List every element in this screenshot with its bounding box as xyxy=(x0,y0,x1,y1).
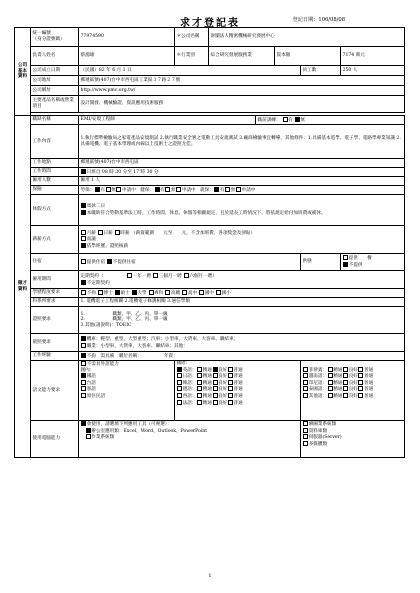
professional-license-checkbox[interactable] xyxy=(81,343,86,348)
spanish-good[interactable] xyxy=(213,393,218,398)
other-language-basic-text: 普通 xyxy=(364,393,374,399)
labor-insurance-no[interactable] xyxy=(106,187,111,192)
spanish-good-text: 良好 xyxy=(218,393,228,399)
rate-by-qualification-checkbox[interactable] xyxy=(81,243,86,248)
owner-name-value[interactable]: 蔡鴻雄 xyxy=(79,47,175,66)
certificates-label: 證照要求 xyxy=(31,307,79,334)
indonesian-text: 印尼語 xyxy=(308,380,323,386)
majors-value[interactable]: 1. 電機電子工程相關 2.電機電子修護相關 3.通信學類 xyxy=(79,298,405,307)
daily-pay-text: 日薪 xyxy=(103,230,113,236)
form-title: 求才登記表 xyxy=(180,18,240,29)
employment-insurance-pending[interactable] xyxy=(236,187,241,192)
registration-date: 登記日期：106/08/08 xyxy=(292,17,345,23)
language-intl-right: 菲律賓： 精通 良好 普通 越南語： 精通 良好 普通 印尼語： 精通 良好 普通 泰國語： 精通 良好 普通 其他語： 精通 良好 普通 xyxy=(301,361,405,421)
permanent-checkbox[interactable] xyxy=(81,280,86,285)
three-month-text: 三個月一聘 xyxy=(158,273,182,279)
vietnamese-basic-text: 普通 xyxy=(364,374,374,380)
housing-not-provided-text: 不提供住宿 xyxy=(112,259,136,265)
vietnamese-good-text: 良好 xyxy=(348,374,358,380)
experience-value[interactable] xyxy=(79,352,405,361)
meals-not-provided-text: 不提供 xyxy=(348,263,363,268)
edu-junior-checkbox[interactable] xyxy=(199,290,204,295)
hourly-pay-text: 時薪 xyxy=(120,230,130,236)
pay-options xyxy=(79,226,405,254)
german-good[interactable] xyxy=(213,386,218,391)
products-label: 主要產品名稱或營業項目 xyxy=(31,96,79,113)
filipino-basic-text: 普通 xyxy=(364,367,374,373)
health-insurance-yes[interactable] xyxy=(155,187,160,192)
edu-master-text: 碩士 xyxy=(120,290,130,296)
hakka-checkbox[interactable] xyxy=(81,386,86,391)
spanish-basic-text: 普通 xyxy=(233,393,243,399)
graphics-text: 繪圖業系統類 xyxy=(308,422,337,427)
edu-highschool-checkbox[interactable] xyxy=(182,290,187,295)
japanese-expert[interactable] xyxy=(197,373,202,378)
headcount-value[interactable]: 僱用 1 人 xyxy=(79,177,405,186)
company-name-value[interactable]: 財團法人精密機械研究發展中心 xyxy=(209,28,405,47)
housing-label: 住宿 xyxy=(31,254,79,271)
filipino-text: 菲律賓 xyxy=(308,367,323,373)
filipino-expert[interactable] xyxy=(328,367,333,372)
indonesian-checkbox[interactable] xyxy=(303,380,308,385)
korean-checkbox[interactable] xyxy=(177,380,182,385)
filipino-basic[interactable] xyxy=(358,367,363,372)
multimedia-checkbox[interactable] xyxy=(303,441,308,446)
monthly-pay-checkbox[interactable] xyxy=(81,230,86,235)
employment-yes-text: 有 xyxy=(220,187,225,193)
edu-phd-checkbox[interactable] xyxy=(98,290,103,295)
experience-label: 工作經驗 xyxy=(31,352,79,361)
korean-expert[interactable] xyxy=(197,380,202,385)
education-label: 學歷程度要求 xyxy=(31,289,79,298)
negotiable-text: 面議 xyxy=(86,237,96,243)
other-language-basic[interactable] xyxy=(358,393,363,398)
filipino-good[interactable] xyxy=(343,367,348,372)
german-basic-text: 普通 xyxy=(233,387,243,393)
training-yes-label: 有 xyxy=(288,117,293,123)
german-expert[interactable] xyxy=(197,386,202,391)
spanish-checkbox[interactable] xyxy=(177,393,182,398)
products-value[interactable]: 設計開發、機械驗證、資訊應用技術服務 xyxy=(79,96,405,113)
health-insurance-no[interactable] xyxy=(165,187,170,192)
meals-provided-text: 提供 xyxy=(348,256,358,262)
edu-vocational-checkbox[interactable] xyxy=(165,290,170,295)
french-checkbox[interactable] xyxy=(177,400,182,405)
driving-options[interactable] xyxy=(79,334,405,352)
japanese-expert-text: 精通 xyxy=(202,374,212,380)
job-title-label: 職缺名稱 xyxy=(31,116,79,125)
experience-text: 不拘 需具備 職位名稱： 年資： xyxy=(86,353,178,359)
labor-insurance-pending[interactable] xyxy=(116,187,121,192)
office-apps-checkbox[interactable] xyxy=(86,428,91,433)
employees-value[interactable]: 250 人 xyxy=(341,66,405,76)
health-yes-text: 有 xyxy=(160,187,165,193)
duties-label: 工作內容 xyxy=(31,125,79,159)
address-value[interactable]: 郵遞區號(407)台中市西屯區工業區３７路２７號 xyxy=(79,76,405,86)
thai-basic[interactable] xyxy=(358,386,363,391)
server-checkbox[interactable] xyxy=(303,434,308,439)
taiwanese-text: 台語 xyxy=(86,380,96,386)
two-day-weekend-text: 周休二日 xyxy=(86,204,106,210)
domestic-label: 國內： xyxy=(80,367,95,373)
address-label: 公司地址 xyxy=(31,76,79,86)
unified-no-value[interactable]: 77974590 xyxy=(79,28,175,47)
os-checkbox[interactable] xyxy=(86,434,91,439)
edu-any-checkbox[interactable] xyxy=(81,290,86,295)
edu-bachelor-text: 大學 xyxy=(137,290,147,296)
location-label: 工作地點 xyxy=(31,159,79,168)
no-foreign-language-checkbox[interactable] xyxy=(81,361,86,366)
english-checkbox[interactable] xyxy=(177,367,182,372)
thai-basic-text: 普通 xyxy=(364,387,374,393)
one-year-text: 一年一聘 xyxy=(132,273,152,279)
language-intl-left: 國際： 英語： 精通 良好 普通 日語： 精通 良好 普通 韓語： 精通 良好 普通 德語： 精通 良好 普通 西語： 精通 良好 普通 法語： 精通 良好 普通 xyxy=(175,361,301,421)
french-text: 法語 xyxy=(182,400,192,406)
job-title-value[interactable]: EMI/安規工程師 xyxy=(79,116,256,125)
leave-label: 休假方式 xyxy=(31,195,79,226)
server-text: 伺服器(Server) xyxy=(308,435,342,441)
database-text: 資料庫類 xyxy=(308,428,328,434)
german-good-text: 良好 xyxy=(218,387,228,393)
established-value[interactable]: （民國）82 年 6 月 1 日 xyxy=(79,66,301,76)
meals-unit-text: 餐 xyxy=(367,256,372,262)
employment-insurance-yes[interactable] xyxy=(214,187,219,192)
japanese-checkbox[interactable] xyxy=(177,373,182,378)
job-registration-form xyxy=(14,27,405,458)
filipino-checkbox[interactable] xyxy=(303,367,308,372)
labor-insurance-label: 勞保： xyxy=(80,187,95,193)
japanese-text: 日語 xyxy=(182,374,192,380)
french-good[interactable] xyxy=(213,400,218,405)
capital-value[interactable]: 7174 萬元 xyxy=(341,47,405,66)
french-basic-text: 普通 xyxy=(233,400,243,406)
permanent-text: 不定期契約 xyxy=(86,280,110,286)
website-value[interactable]: http://www.pmc.org.tw/ xyxy=(79,86,405,96)
health-insurance-label: 健保： xyxy=(140,187,155,193)
insurance-label: 保險 xyxy=(31,186,79,195)
education-options xyxy=(79,289,405,298)
industry-value[interactable]: 綜合研究發展服務業 xyxy=(209,47,275,66)
korean-basic-text: 普通 xyxy=(233,380,243,386)
vietnamese-text: 越南語 xyxy=(308,374,323,380)
edu-college-checkbox[interactable] xyxy=(149,290,154,295)
six-month-checkbox[interactable] xyxy=(184,273,189,278)
french-expert-text: 精通 xyxy=(202,400,212,406)
thai-checkbox[interactable] xyxy=(303,386,308,391)
spanish-expert-text: 精通 xyxy=(202,393,212,399)
computer-intro-text: 會使用，請選填下列應用工具（可複選）： xyxy=(86,422,172,427)
driving-label: 駕照要求 xyxy=(31,334,79,352)
indonesian-basic-text: 普通 xyxy=(364,380,374,386)
english-expert-text: 精通 xyxy=(202,367,212,373)
thai-good-text: 良好 xyxy=(348,387,358,393)
vietnamese-expert[interactable] xyxy=(328,373,333,378)
language-domestic xyxy=(79,361,175,421)
hours-text: 日班自 08 時 30 分至 17 時 30 分 xyxy=(86,169,159,175)
os-text: 作業系統類 xyxy=(91,435,115,441)
housing-options xyxy=(79,254,301,271)
english-good[interactable] xyxy=(213,367,218,372)
indonesian-good-text: 良好 xyxy=(348,380,358,386)
office-apps-text: 辦公室應用類：Excel、Word、Outlook、PowerPoint xyxy=(91,428,208,434)
pre-job-training xyxy=(256,116,405,125)
certificate-line-3: 3.其他(請說明)：TOEIC xyxy=(80,322,132,328)
headcount-label: 僱用人數 xyxy=(31,177,79,186)
employment-no-text: 無 xyxy=(230,187,236,193)
edu-bachelor-checkbox[interactable] xyxy=(132,290,137,295)
english-basic-text: 普通 xyxy=(233,367,243,373)
graphics-checkbox[interactable] xyxy=(303,421,308,426)
employment-insurance-no[interactable] xyxy=(225,187,230,192)
certificate-line-2: 2. 職類，甲、乙、丙、單一級 xyxy=(80,317,168,323)
three-month-checkbox[interactable] xyxy=(153,273,158,278)
database-checkbox[interactable] xyxy=(303,428,308,433)
german-text: 德語 xyxy=(182,387,192,393)
location-value[interactable]: 郵遞區號(407)台中市西屯區 xyxy=(79,159,405,168)
korean-text: 韓語 xyxy=(182,380,192,386)
english-expert[interactable] xyxy=(197,367,202,372)
driving-line-2: 職業：小型車、大貨車、大客車、聯結車；其他： xyxy=(86,343,188,349)
hire-period-options: 定期契約（ 一年一聘 三個月一聘 六個月一聘） 不定期契約 xyxy=(79,271,405,289)
rate-by-qualification-text: 依學經歷、證照核薪 xyxy=(86,243,129,249)
japanese-basic-text: 普通 xyxy=(233,374,243,380)
capital-label: 資本額 xyxy=(275,47,341,66)
fixed-term-text: 定期契約（ xyxy=(80,273,104,279)
thai-text: 泰國語 xyxy=(308,387,323,393)
hire-period-label: 僱用期間 xyxy=(31,271,79,289)
housing-provided-checkbox[interactable] xyxy=(81,259,86,264)
insurance-options xyxy=(79,186,405,195)
housing-not-provided-checkbox[interactable] xyxy=(107,259,112,264)
edu-junior-text: 國中 xyxy=(204,290,214,296)
computer-left xyxy=(79,421,301,458)
english-text: 英語 xyxy=(182,367,192,373)
vietnamese-checkbox[interactable] xyxy=(303,373,308,378)
meals-not-provided-checkbox[interactable] xyxy=(343,262,348,267)
spanish-expert[interactable] xyxy=(197,393,202,398)
japanese-good[interactable] xyxy=(213,373,218,378)
industry-label: ＊行業別 xyxy=(175,47,209,66)
indigenous-checkbox[interactable] xyxy=(81,393,86,398)
mandarin-text: 國語 xyxy=(86,374,96,380)
website-label: 公司網址 xyxy=(31,86,79,96)
health-pending-text: 申請中 xyxy=(181,187,196,193)
training-label: 職前訓練： xyxy=(257,117,281,123)
other-language-text: 其他語 xyxy=(308,393,323,399)
vietnamese-good[interactable] xyxy=(343,373,348,378)
unified-no-label: 統一編號 （身分證號碼） xyxy=(31,28,79,47)
other-language-expert-text: 精通 xyxy=(333,393,343,399)
pay-label: 薪薪方式 xyxy=(31,226,79,254)
other-language-checkbox[interactable] xyxy=(303,393,308,398)
training-yes-checkbox[interactable] xyxy=(283,117,288,122)
indonesian-good[interactable] xyxy=(343,380,348,385)
edu-highschool-text: 高中 xyxy=(187,290,198,296)
employees-label: 員工數 xyxy=(301,66,341,76)
other-language-expert[interactable] xyxy=(328,393,333,398)
health-no-text: 無 xyxy=(171,187,176,193)
daily-pay-checkbox[interactable] xyxy=(98,230,103,235)
health-insurance-pending[interactable] xyxy=(176,187,181,192)
edu-college-text: 專科 xyxy=(154,290,164,296)
indonesian-basic[interactable] xyxy=(358,380,363,385)
six-month-text: 六個月一聘 xyxy=(189,273,213,279)
housing-provided-text: 提供住宿 xyxy=(86,259,106,265)
meals-options xyxy=(341,254,405,271)
labor-pending-text: 申請中 xyxy=(122,187,136,193)
meals-provided-checkbox[interactable] xyxy=(343,255,348,260)
taiwanese-checkbox[interactable] xyxy=(81,380,86,385)
computer-right xyxy=(301,421,405,458)
hours-label: 工作時間 xyxy=(31,168,79,177)
german-checkbox[interactable] xyxy=(177,386,182,391)
duties-value[interactable]: 1.執行標準檢驗局之家電產品安規測試 2.執行職業安全署之電動工具安規測試 3.廠商檢驗事宜轉導，其他條件：1.具備基本電學、電子學、電路學專業知識 2.具備電機、電子基本學理或內線以上技術士之證照尤佳。 xyxy=(79,125,405,159)
company-name-label: ＊公司名稱 xyxy=(175,28,209,47)
monthly-pay-text: 月薪 xyxy=(86,230,96,236)
one-year-checkbox[interactable] xyxy=(127,273,132,278)
indonesian-expert-text: 精通 xyxy=(333,380,343,386)
thai-expert[interactable] xyxy=(328,386,333,391)
pay-range-note: （薪資範圍 元至 元，不含加班費、各項獎金及津貼） xyxy=(131,230,256,236)
japanese-good-text: 良好 xyxy=(218,374,228,380)
no-foreign-language-text: 不需具外語能力 xyxy=(86,362,119,367)
intl-label: 國際： xyxy=(176,361,191,366)
filipino-expert-text: 精通 xyxy=(333,367,343,373)
computer-yes-checkbox[interactable] xyxy=(81,421,86,426)
company-section-label: 公司基本資料 xyxy=(15,28,31,116)
hakka-text: 客語 xyxy=(86,387,96,393)
computer-label: 使用電腦能力 xyxy=(31,421,79,458)
vietnamese-expert-text: 精通 xyxy=(333,374,343,380)
french-expert[interactable] xyxy=(197,400,202,405)
language-label: 語文能力要求 xyxy=(31,361,79,421)
page-number: 1 xyxy=(208,573,212,579)
korean-expert-text: 精通 xyxy=(202,380,212,386)
hiring-section-label: 徵才資料 xyxy=(15,116,31,458)
experience-any-checkbox[interactable] xyxy=(81,353,86,358)
edu-vocational-text: 高職 xyxy=(170,290,181,296)
german-expert-text: 精通 xyxy=(202,387,212,393)
filipino-good-text: 良好 xyxy=(348,367,358,373)
certificate-line-1: 1. 職類，甲、乙、丙、單一級 xyxy=(80,311,168,317)
vietnamese-basic[interactable] xyxy=(358,373,363,378)
certificates-value[interactable] xyxy=(79,307,405,334)
employment-insurance-label: 就保： xyxy=(200,187,214,193)
mandarin-checkbox[interactable] xyxy=(81,373,86,378)
majors-label: 科系所要求 xyxy=(31,298,79,307)
leave-options xyxy=(79,195,405,226)
two-day-weekend-checkbox[interactable] xyxy=(81,203,86,208)
korean-good[interactable] xyxy=(213,380,218,385)
negotiable-checkbox[interactable] xyxy=(81,236,86,241)
multimedia-text: 多媒體類 xyxy=(308,441,328,447)
hours-value[interactable] xyxy=(79,168,405,177)
edu-primary-text: 國小 xyxy=(221,290,231,296)
labor-law-compliance-checkbox[interactable] xyxy=(81,210,86,215)
employment-pending-text: 申請中 xyxy=(241,187,256,193)
other-language-good-text: 良好 xyxy=(348,393,358,399)
owner-name-label: 負責人姓名 xyxy=(31,47,79,66)
driving-line-1: 機車：輕型、重型、大型重型；汽車：小型車、大貨車、大客車、聯結車； xyxy=(86,336,239,342)
edu-primary-checkbox[interactable] xyxy=(216,290,221,295)
meals-label: 供膳 xyxy=(301,254,341,271)
edu-phd-text: 博士 xyxy=(103,290,113,296)
day-shift-checkbox[interactable] xyxy=(81,169,86,174)
labor-no-text: 無 xyxy=(111,187,116,193)
other-language-good[interactable] xyxy=(343,393,348,398)
training-no-label: 無 xyxy=(300,117,306,123)
motorcycle-checkbox[interactable] xyxy=(81,336,86,341)
korean-good-text: 良好 xyxy=(218,380,228,386)
indonesian-expert[interactable] xyxy=(328,380,333,385)
indigenous-text: 原住民語 xyxy=(86,393,106,399)
edu-any-text: 不拘 xyxy=(86,290,96,296)
labor-yes-text: 有 xyxy=(100,187,106,193)
thai-good[interactable] xyxy=(343,386,348,391)
labor-law-compliance-text: 本職缺符合勞動基準法工時、工作時間、休息、休假等相關規定，且於延長工時情況下，將依規定給付加班費或補休。 xyxy=(86,211,326,216)
french-good-text: 良好 xyxy=(218,400,228,406)
thai-expert-text: 精通 xyxy=(333,387,343,393)
spanish-text: 西語 xyxy=(182,393,192,399)
english-good-text: 良好 xyxy=(218,367,228,373)
established-label: 公司成立日期 xyxy=(31,66,79,76)
